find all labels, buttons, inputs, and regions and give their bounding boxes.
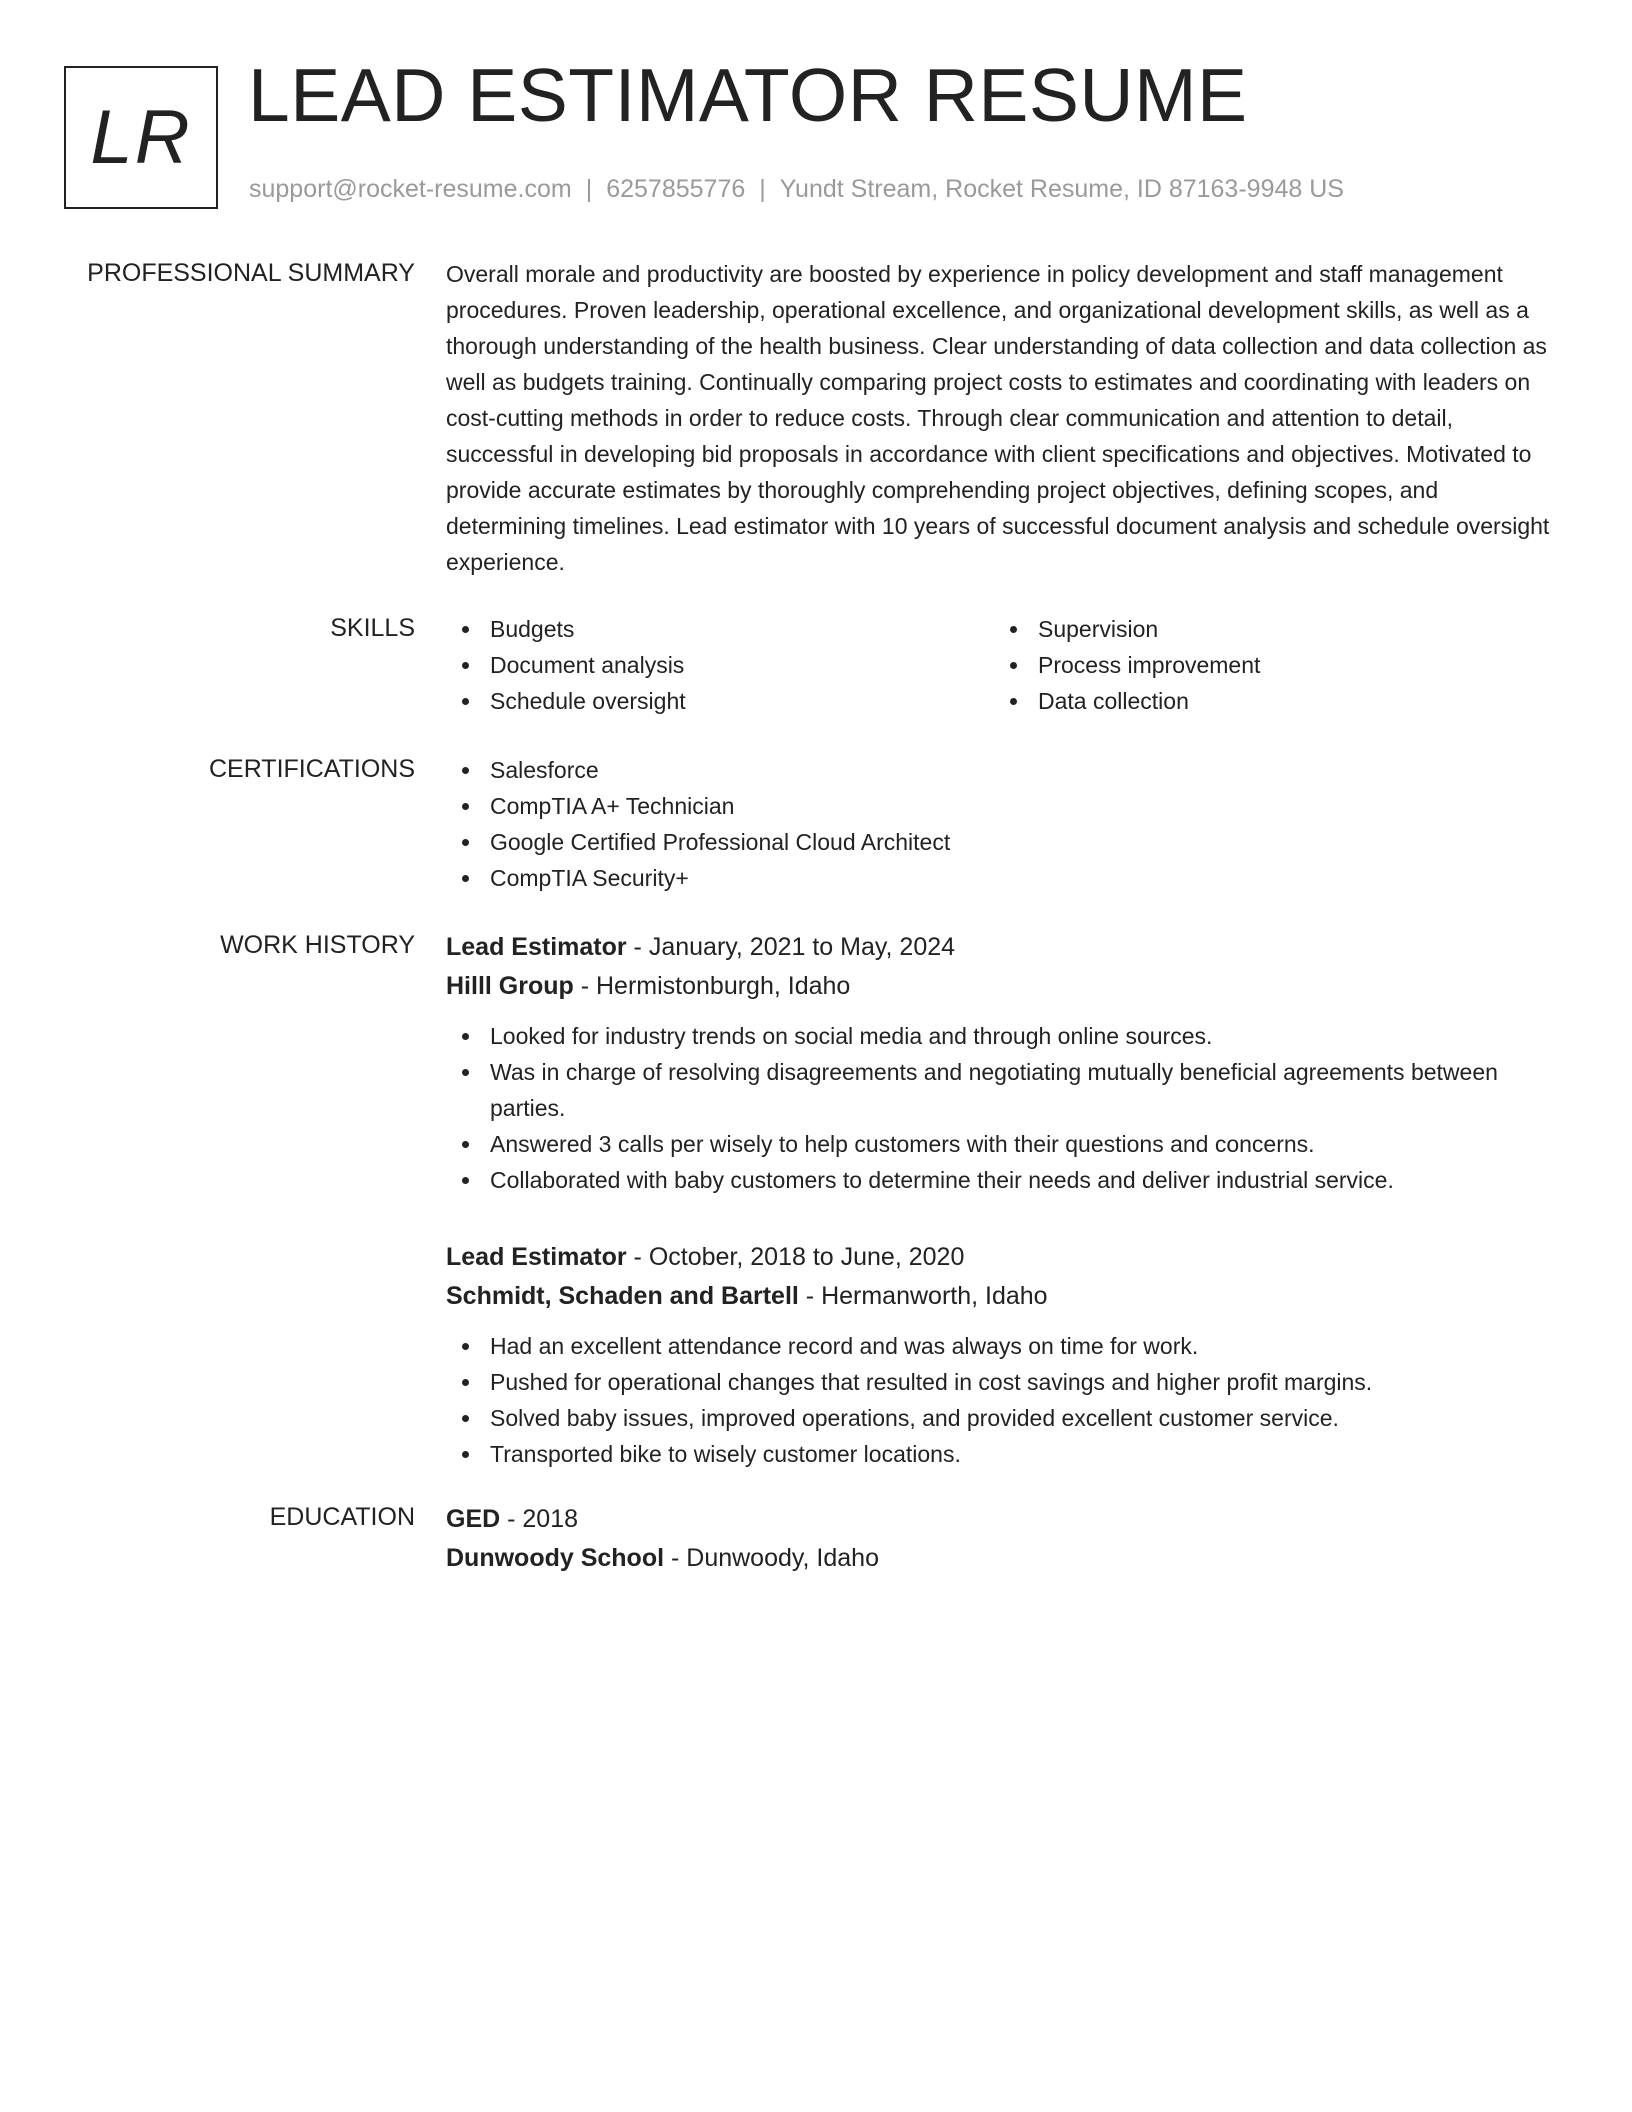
section-label-certifications: CERTIFICATIONS bbox=[208, 755, 415, 783]
section-label-education: EDUCATION bbox=[269, 1503, 415, 1531]
job-location: - Hermistonburgh, Idaho bbox=[573, 972, 851, 1000]
skill-item: Supervision bbox=[994, 611, 1542, 647]
job-title: Lead Estimator bbox=[446, 1243, 627, 1271]
contact-line bbox=[249, 174, 1344, 204]
section-label-summary: PROFESSIONAL SUMMARY bbox=[87, 259, 415, 287]
certification-item: Salesforce bbox=[446, 752, 1566, 788]
job-company-line bbox=[446, 967, 1566, 1006]
job-bullet: Collaborated with baby customers to determine their needs and deliver industrial service. bbox=[446, 1162, 1566, 1198]
job-bullet: Answered 3 calls per wisely to help customers with their questions and concerns. bbox=[446, 1126, 1566, 1162]
skill-item: Budgets bbox=[446, 611, 994, 647]
job-bullets bbox=[446, 1328, 1566, 1472]
contact-separator: | bbox=[585, 175, 593, 203]
section-label-skills: SKILLS bbox=[330, 614, 415, 642]
contact-separator: | bbox=[759, 175, 766, 203]
contact-phone[interactable]: 6257855776 bbox=[606, 175, 746, 203]
job-location: - Hermanworth, Idaho bbox=[798, 1282, 1048, 1310]
skills-list-right bbox=[994, 611, 1542, 719]
job-company: Schmidt, Schaden and Bartell bbox=[446, 1282, 799, 1310]
job-company-line bbox=[446, 1277, 1566, 1316]
education-degree-line bbox=[446, 1500, 1566, 1539]
skill-item: Process improvement bbox=[994, 647, 1542, 683]
work-body bbox=[446, 928, 1566, 1472]
job-entry bbox=[446, 928, 1566, 1198]
section-label-work: WORK HISTORY bbox=[220, 931, 415, 959]
job-entry bbox=[446, 1238, 1566, 1472]
monogram-logo: LR bbox=[64, 66, 218, 209]
job-bullet: Was in charge of resolving disagreements and negotiating mutually beneficial agreements between parties. bbox=[446, 1054, 1566, 1126]
education-location: - Dunwoody, Idaho bbox=[664, 1544, 879, 1572]
skill-item: Document analysis bbox=[446, 647, 994, 683]
certification-item: CompTIA A+ Technician bbox=[446, 788, 1566, 824]
job-bullet: Pushed for operational changes that resulted in cost savings and higher profit margins. bbox=[446, 1364, 1566, 1400]
job-title: Lead Estimator bbox=[446, 933, 627, 961]
contact-address: Yundt Stream, Rocket Resume, ID 87163-9948 US bbox=[779, 175, 1344, 203]
job-dates: - October, 2018 to June, 2020 bbox=[626, 1243, 965, 1271]
education-school: Dunwoody School bbox=[446, 1544, 665, 1572]
certification-item: Google Certified Professional Cloud Architect bbox=[446, 824, 1566, 860]
job-dates: - January, 2021 to May, 2024 bbox=[626, 933, 956, 961]
certifications-body bbox=[446, 752, 1566, 896]
skill-item: Data collection bbox=[994, 683, 1542, 719]
resume-title: LEAD ESTIMATOR RESUME bbox=[248, 53, 1248, 137]
certification-item: CompTIA Security+ bbox=[446, 860, 1566, 896]
job-bullet: Had an excellent attendance record and was always on time for work. bbox=[446, 1328, 1566, 1364]
education-school-line bbox=[446, 1539, 1566, 1578]
skill-item: Schedule oversight bbox=[446, 683, 994, 719]
job-bullet: Looked for industry trends on social media and through online sources. bbox=[446, 1018, 1566, 1054]
job-bullet: Solved baby issues, improved operations, and provided excellent customer service. bbox=[446, 1400, 1566, 1436]
job-title-line bbox=[446, 928, 1566, 967]
job-company: Hilll Group bbox=[446, 972, 574, 1000]
education-year: - 2018 bbox=[500, 1505, 579, 1533]
summary-text: Overall morale and productivity are boosted by experience in policy development and staff management procedures. Proven leadership, operational excellence, and organizational development skills, as well as a thorough understanding of the health business. Clear understanding of data collection and data collection as well as budgets training. Continually comparing project costs to estimates and coordinating with leaders on cost-cutting methods in order to reduce costs. Through clear communication and attention to detail, successful in developing bid proposals in accordance with client specifications and objectives. Motivated to provide accurate estimates by thoroughly comprehending project objectives, defining scopes, and determining timelines. Lead estimator with 10 years of successful document analysis and schedule oversight experience. bbox=[446, 261, 1550, 575]
education-degree: GED bbox=[446, 1505, 501, 1533]
certifications-list bbox=[446, 752, 1566, 896]
education-body bbox=[446, 1500, 1566, 1578]
job-bullet: Transported bike to wisely customer locations. bbox=[446, 1436, 1566, 1472]
skills-list-left bbox=[446, 611, 994, 719]
contact-email[interactable]: support@rocket-resume.com bbox=[249, 175, 572, 203]
job-bullets bbox=[446, 1018, 1566, 1198]
job-title-line bbox=[446, 1238, 1566, 1277]
skills-body bbox=[446, 611, 1566, 719]
